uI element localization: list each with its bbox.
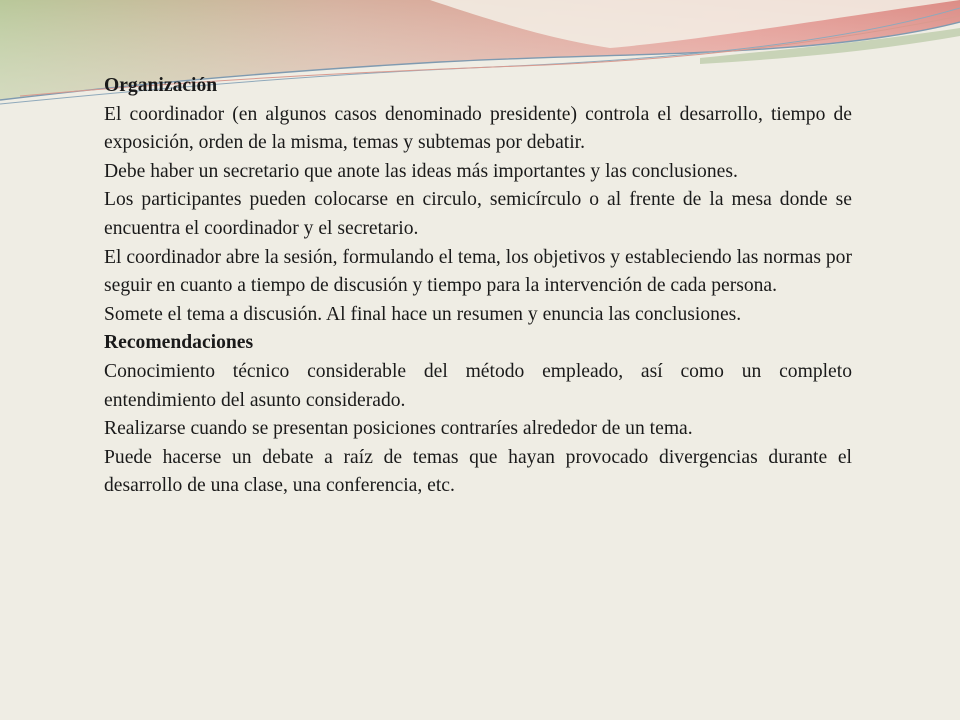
- heading-recomendaciones: Recomendaciones: [104, 332, 254, 354]
- slide-content: [104, 72, 852, 501]
- paragraph: El coordinador abre la sesión, formulando el tema, los objetivos y estableciendo las normas por seguir en cuanto a tiempo de discusión y tiempo para la intervención de cada persona.: [104, 246, 852, 297]
- paragraph: Debe haber un secretario que anote las ideas más importantes y las conclusiones.: [104, 160, 738, 182]
- heading-organizacion: Organización: [104, 75, 218, 96]
- paragraph: Realizarse cuando se presentan posiciones contraríes alrededor de un tema.: [104, 418, 693, 440]
- paragraph: Los participantes pueden colocarse en circulo, semicírculo o al frente de la mesa donde se encuentra el coordinador y el secretario.: [104, 189, 852, 239]
- paragraph: Somete el tema a discusión. Al final hace un resumen y enuncia las conclusiones.: [104, 303, 742, 325]
- paragraph: El coordinador (en algunos casos denominado presidente) controla el desarrollo, tiempo de exposición, orden de la misma, temas y subtemas por debatir.: [104, 103, 852, 154]
- paragraph: Puede hacerse un debate a raíz de temas que hayan provocado divergencias durante el desarrollo de una clase, una conferencia, etc.: [104, 446, 852, 497]
- paragraph: Conocimiento técnico considerable del método empleado, así como un completo entendimiento del asunto considerado.: [104, 360, 852, 411]
